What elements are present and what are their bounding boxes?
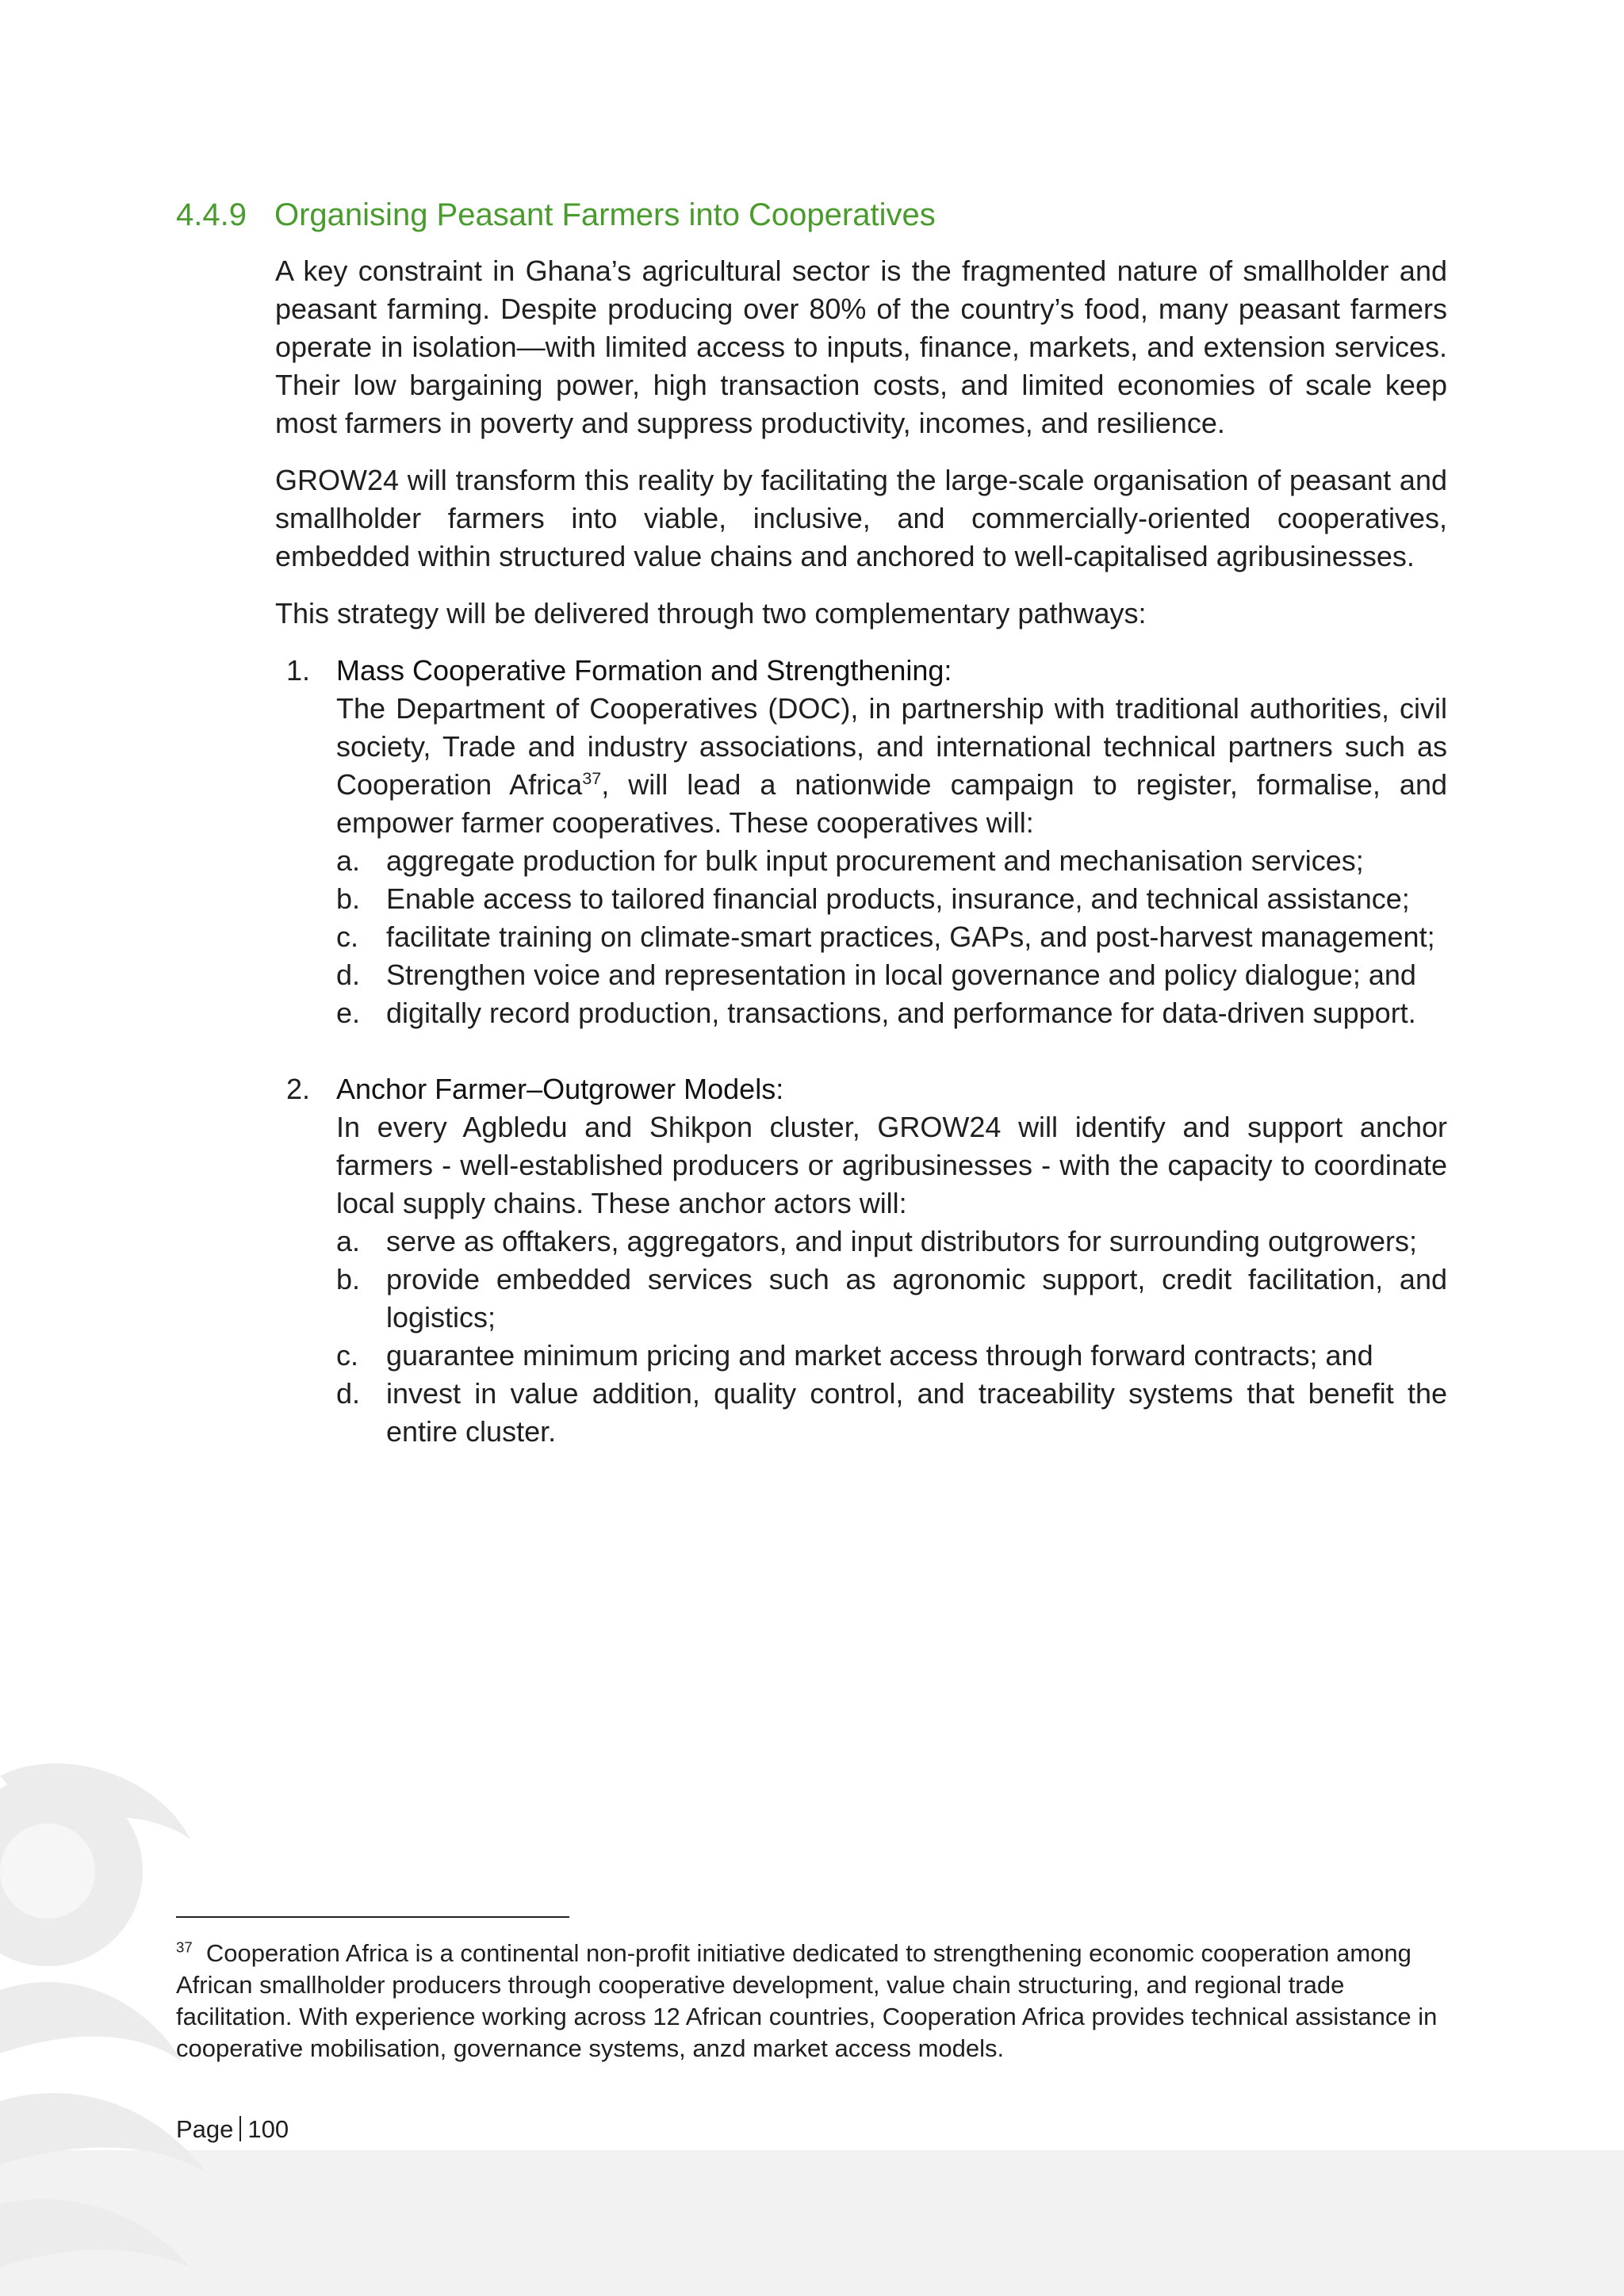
list-item <box>336 994 1447 1032</box>
pathway-number: 2. <box>286 1073 311 1105</box>
paragraph-grow24: GROW24 will transform this reality by facilitating the large-scale organisation of peasant and smallholder farmers into viable, inclusive, and commercially-oriented cooperatives, embedded within structured value chains and anchored to well-capitalised agribusinesses. <box>275 464 1447 572</box>
list-item-text: serve as offtakers, aggregators, and input distributors for surrounding outgrowers; <box>386 1225 1418 1257</box>
page-number <box>176 2114 289 2145</box>
list-item-text: guarantee minimum pricing and market access through forward contracts; and <box>386 1339 1373 1372</box>
paragraph-intro: A key constraint in Ghana’s agricultural sector is the fragmented nature of smallholder and peasant farming. Despite producing over 80% of the country’s food, many peasant farmers operate in isolation—with limited access to inputs, finance, markets, and extension services. Their low bargaining power, high transaction costs, and limited economies of scale keep most farmers in poverty and suppress productivity, incomes, and resilience. <box>275 254 1447 439</box>
list-item <box>336 1223 1447 1261</box>
list-item <box>336 880 1447 918</box>
paragraph-pathways-lead: This strategy will be delivered through two complementary pathways: <box>275 597 1147 629</box>
list-item-text: aggregate production for bulk input procurement and mechanisation services; <box>386 844 1364 877</box>
list-item-label: b. <box>336 1263 361 1295</box>
body-content <box>275 252 1447 1451</box>
list-item-label: a. <box>336 1225 361 1257</box>
pathway-title: Anchor Farmer–Outgrower Models: <box>336 1073 784 1105</box>
list-item <box>336 1375 1447 1451</box>
pathway-intro-text-cont: , will lead a nationwide campaign to register, formalise, and empower farmer cooperatives. These cooperatives will: <box>336 768 1447 839</box>
list-item-text: Strengthen voice and representation in local governance and policy dialogue; and <box>386 959 1416 991</box>
list-item <box>336 1337 1447 1375</box>
footnote-divider <box>176 1916 569 1918</box>
list-item <box>336 956 1447 994</box>
section-title: Organising Peasant Farmers into Cooperatives <box>274 197 936 232</box>
list-item-label: e. <box>336 997 361 1029</box>
list-item-text: invest in value addition, quality control, and traceability systems that benefit the entire cluster. <box>386 1377 1447 1448</box>
list-item-label: d. <box>336 959 361 991</box>
list-item <box>336 842 1447 880</box>
list-item <box>336 1261 1447 1337</box>
section-number: 4.4.9 <box>176 197 247 232</box>
list-item-label: c. <box>336 1339 359 1372</box>
spacer <box>275 1032 1447 1070</box>
list-item-label: a. <box>336 844 361 877</box>
list-item-text: provide embedded services such as agronomic support, credit facilitation, and logistics; <box>386 1263 1447 1334</box>
page-label: Page <box>176 2115 234 2143</box>
pathway-1 <box>275 652 1447 1032</box>
list-item <box>336 918 1447 956</box>
list-item-label: b. <box>336 882 361 915</box>
footer-band <box>0 2150 1624 2296</box>
list-item-text: digitally record production, transactions, and performance for data-driven support. <box>386 997 1416 1029</box>
footnote <box>176 1938 1445 2064</box>
pathway-title: Mass Cooperative Formation and Strengthening: <box>336 654 952 687</box>
section-heading <box>176 193 936 237</box>
list-item-label: c. <box>336 920 359 953</box>
list-item-text: facilitate training on climate-smart practices, GAPs, and post-harvest management; <box>386 920 1435 953</box>
footnote-number: 37 <box>176 1938 193 1956</box>
footnote-text: Cooperation Africa is a continental non-profit initiative dedicated to strengthening economic cooperation among African smallholder producers through cooperative development, value chain structuring, and regional trade facilitation. With experience working across 12 African countries, Cooperation Africa provides technical assistance in cooperative mobilisation, governance systems, anzd market access models. <box>176 1939 1438 2062</box>
pathway-number: 1. <box>286 654 311 687</box>
pathway-intro-text: The Department of Cooperatives (DOC), in partnership with traditional authorities, civil society, Trade and industry associations, and international technical partners such as Cooperation Africa <box>336 692 1447 801</box>
pathway-intro <box>336 690 1447 842</box>
page-number-value: 100 <box>247 2115 289 2143</box>
list-item-text: Enable access to tailored financial products, insurance, and technical assistance; <box>386 882 1410 915</box>
page-divider <box>239 2116 241 2141</box>
pathway-2 <box>275 1070 1447 1451</box>
pathway-intro: In every Agbledu and Shikpon cluster, GROW24 will identify and support anchor farmers - well-established producers or agribusinesses - with the capacity to coordinate local supply chains. These anchor actors will: <box>336 1111 1447 1219</box>
footnote-reference: 37 <box>582 768 602 788</box>
list-item-label: d. <box>336 1377 361 1410</box>
